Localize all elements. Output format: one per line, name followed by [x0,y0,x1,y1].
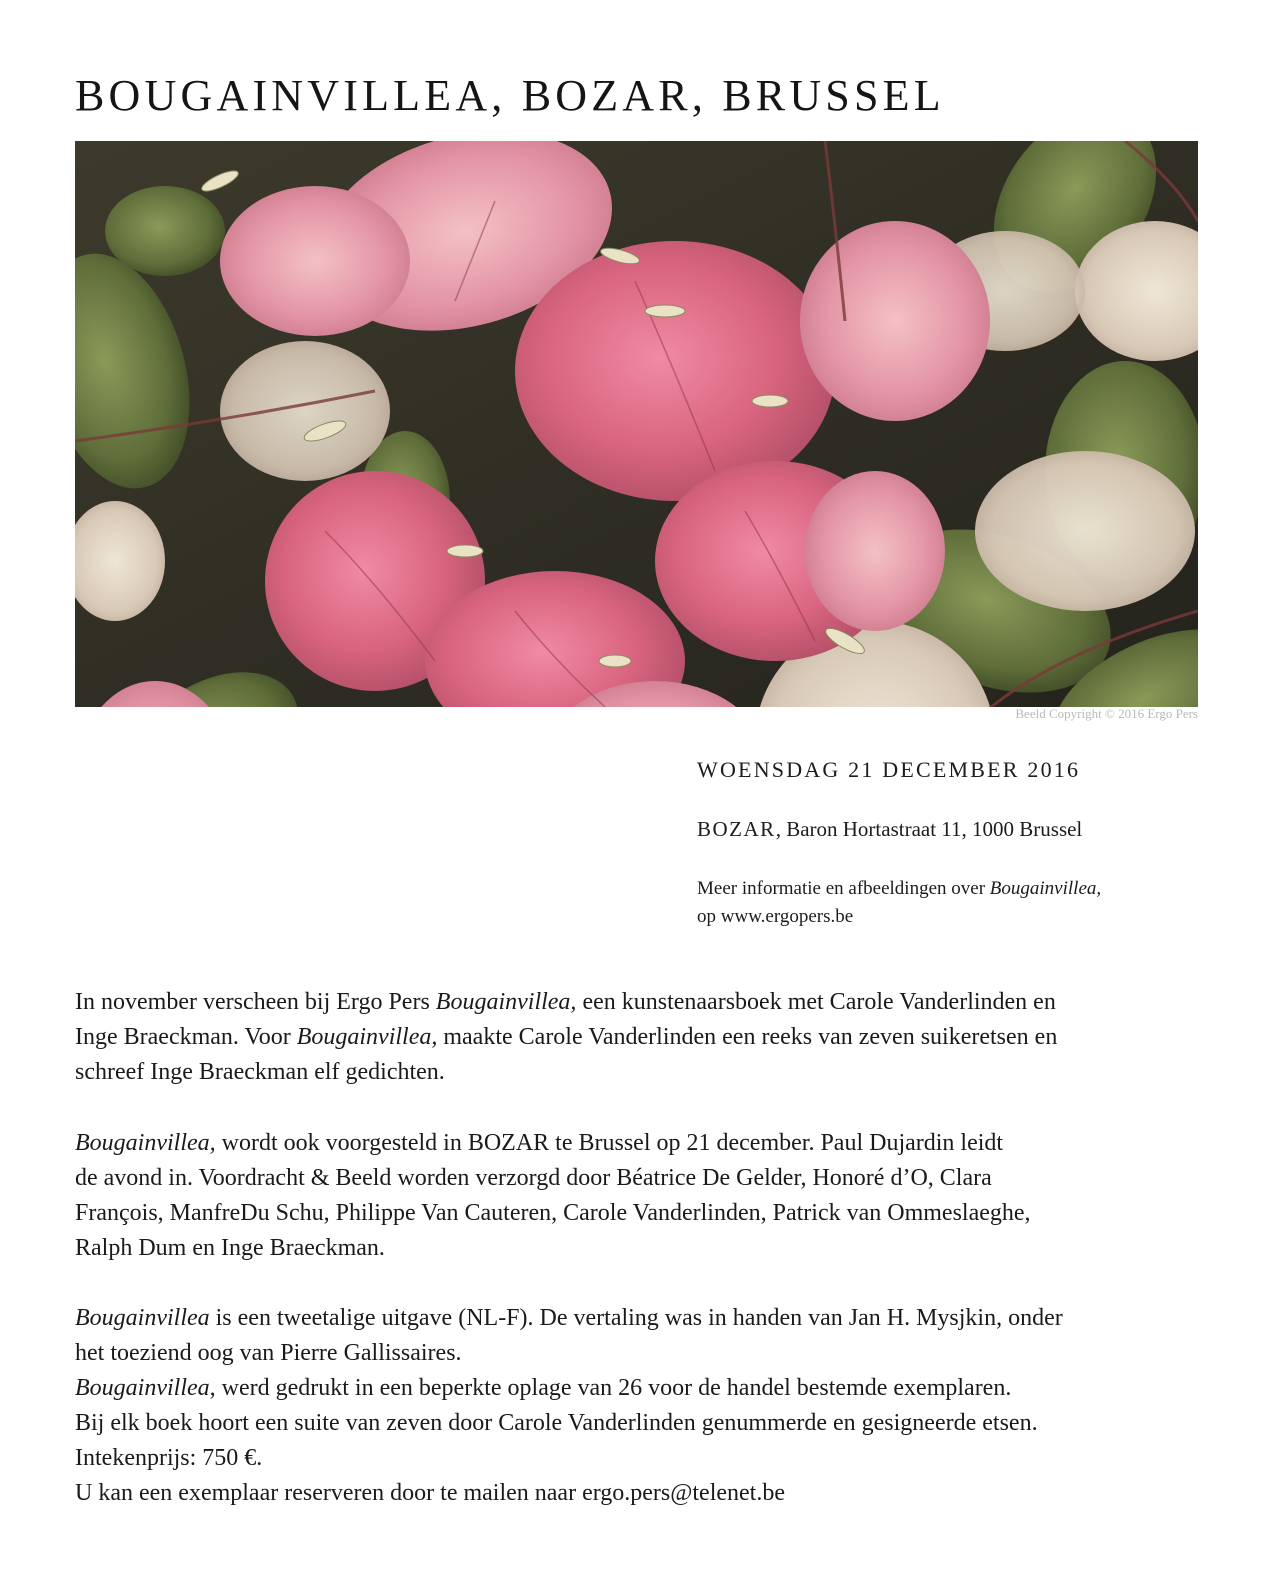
event-venue [697,815,1217,843]
intro-line: Inge Braeckman. Voor Bougainvillea, maakte Carole Vanderlinden een reeks van zeven suikeretsen en [75,1024,1058,1050]
venue-address: , Baron Hortastraat 11, 1000 Brussel [775,817,1083,841]
presentation-line: Bougainvillea, wordt ook voorgesteld in BOZAR te Brussel op 21 december. Paul Dujardin leidt [75,1130,1004,1156]
venue-name: BOZAR [697,817,776,841]
intro-line: schreef Inge Braeckman elf gedichten. [75,1059,445,1085]
book-title: Bougainvillea [75,1305,210,1331]
edition-line: Bougainvillea is een tweetalige uitgave (NL-F). De vertaling was in handen van Jan H. Mysjkin, onder [75,1305,1063,1331]
presentation-line: Ralph Dum en Inge Braeckman. [75,1235,385,1261]
more-info-prefix: Meer informatie en afbeeldingen over [697,878,990,899]
edition-line: Bougainvillea, werd gedrukt in een beperkte oplage van 26 voor de handel bestemde exemplaren. [75,1375,1012,1401]
image-credit: Beeld Copyright © 2016 Ergo Pers [1015,706,1198,721]
more-info [697,875,1217,931]
intro-line: In november verscheen bij Ergo Pers Bougainvillea, een kunstenaarsboek met Carole Vanderlinden en [75,989,1056,1015]
paragraph-intro [75,985,1235,1090]
body-text [75,985,1235,1511]
presentation-line: de avond in. Voordracht & Beeld worden verzorgd door Béatrice De Gelder, Honoré d’O, Clara [75,1165,992,1191]
website-link: op www.ergopers.be [697,906,854,927]
edition-line: Bij elk boek hoort een suite van zeven door Carole Vanderlinden genummerde en gesigneerde etsen. [75,1410,1038,1436]
book-title: Bougainvillea, [435,989,577,1015]
subscription-price: Intekenprijs: 750 €. [75,1445,263,1471]
page-title: BOUGAINVILLEA, BOZAR, BRUSSEL [75,71,945,120]
event-info [697,756,1217,931]
book-title: Bougainvillea, [75,1375,216,1401]
edition-line: het toeziend oog van Pierre Gallissaires. [75,1340,462,1366]
reservation-line[interactable]: U kan een exemplaar reserveren door te mailen naar ergo.pers@telenet.be [75,1480,785,1506]
book-title: Bougainvillea, [75,1130,216,1156]
book-title: Bougainvillea, [296,1024,438,1050]
presentation-line: François, ManfreDu Schu, Philippe Van Cauteren, Carole Vanderlinden, Patrick van Ommeslaeghe, [75,1200,1031,1226]
event-date: WOENSDAG 21 DECEMBER 2016 [697,757,1081,782]
paragraph-edition [75,1301,1235,1511]
bougainvillea-photo [75,141,1198,707]
paragraph-presentation [75,1126,1235,1266]
book-title: Bougainvillea, [989,878,1102,899]
